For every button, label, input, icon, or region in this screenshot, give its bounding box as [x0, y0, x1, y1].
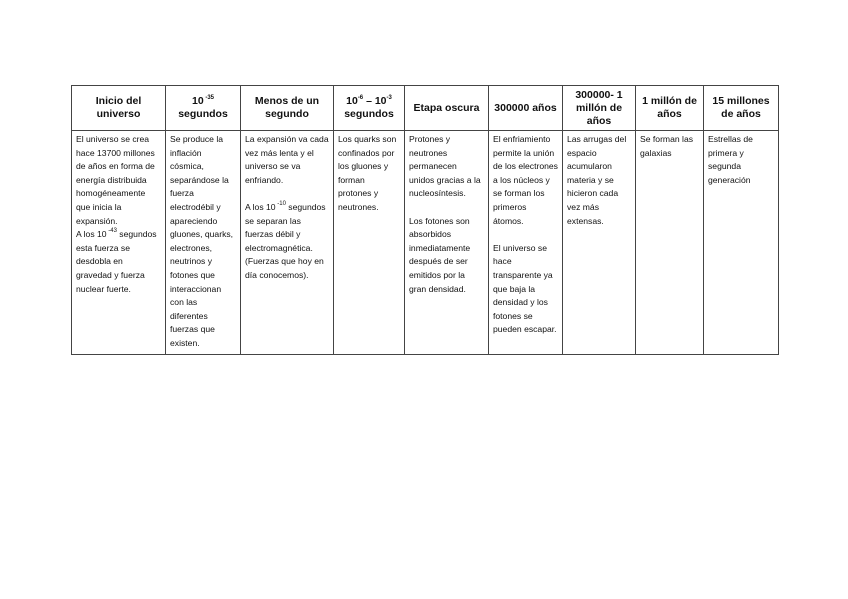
cell-paragraph: A los 10 $^{-10}$ segundos se separan las fuerzas débil y electromagnética. (Fuerzas que hoy en día conocemos). [245, 200, 326, 280]
cell-paragraph: La expansión va cada vez más lenta y el universo se va enfriando. [245, 134, 329, 185]
cell-paragraph: A los 10 $^{-43}$ segundos esta fuerza se desdobla en gravedad y fuerza nuclear fuerte. [76, 228, 157, 294]
header-300000-anos: 300000 años [489, 86, 563, 131]
header-1-millon-de-anos: 1 millón de años [636, 86, 704, 131]
header-row [72, 86, 779, 131]
cell-paragraph: El universo se crea hace 13700 millones de años en forma de energía distribuida homogéneamente que inicia la expansión. [76, 134, 155, 226]
cell-300000-anos [489, 131, 563, 355]
cell-paragraph: Protones y neutrones permanecen unidos gracias a la nucleosíntesis. [409, 134, 481, 199]
header-15-millones-de-anos: 15 millones de años [704, 86, 779, 131]
cell-10-6-10-3-segundos [334, 131, 405, 355]
content-row [72, 131, 779, 355]
header-10-35-segundos: 10 $^{-35}$ segundos [166, 86, 241, 131]
header-10-6-10-3-segundos: $10^{-6} - 10^{-3}$ segundos [334, 86, 405, 131]
header-menos-de-un-segundo: Menos de un segundo [241, 86, 334, 131]
cell-10-35-segundos [166, 131, 241, 355]
cell-paragraph: Los quarks son confinados por los gluones y forman protones y neutrones. [338, 134, 397, 212]
cell-paragraph: Las arrugas del espacio acumularon materia y se hicieron cada vez más extensas. [567, 134, 627, 226]
cell-paragraph: Estrellas de primera y segunda generación [708, 134, 753, 185]
cell-etapa-oscura [405, 131, 489, 355]
cell-paragraph: Se forman las galaxias [640, 134, 694, 158]
header-inicio-del-universo: Inicio del universo [72, 86, 166, 131]
cell-15-millones-de-anos [704, 131, 779, 355]
cell-menos-de-un-segundo [241, 131, 334, 355]
cell-paragraph: Se produce la inflación cósmica, separándose la fuerza electrodébil y apareciendo gluones, quarks, electrones, neutrinos y fotones que interaccionan con las diferentes fuerzas que existen. [170, 134, 234, 348]
cell-paragraph: Los fotones son absorbidos inmediatamente después de ser emitidos por la gran densidad. [409, 215, 471, 294]
universe-timeline-table [71, 85, 779, 355]
cell-inicio-del-universo [72, 131, 166, 355]
cell-300000-1-millon [563, 131, 636, 355]
header-etapa-oscura: Etapa oscura [405, 86, 489, 131]
cell-paragraph: El enfriamiento permite la unión de los electrones a los núcleos y se forman los primeros átomos. [493, 134, 558, 226]
cell-paragraph: El universo se hace transparente ya que baja la densidad y los fotones se pueden escapar. [493, 242, 557, 335]
header-300000-1-millon: 300000- 1 millón de años [563, 86, 636, 131]
cell-1-millon-de-anos [636, 131, 704, 355]
